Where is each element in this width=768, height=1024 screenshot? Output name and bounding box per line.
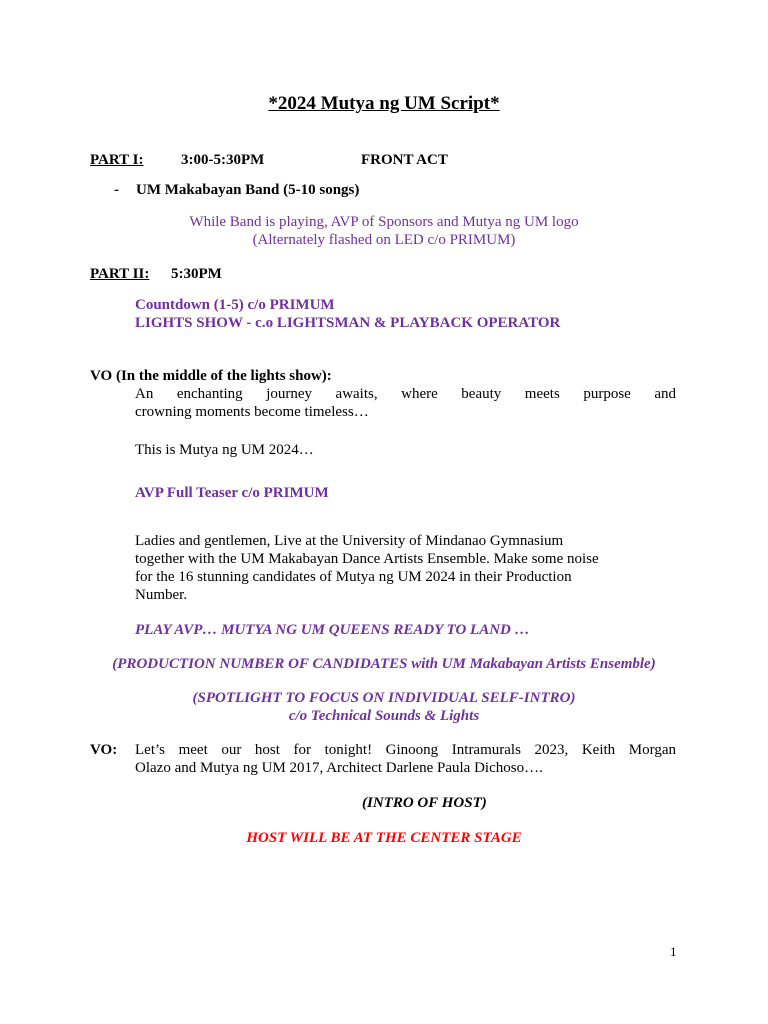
part2-label: PART II: [90,266,150,282]
host-center-stage-line: HOST WILL BE AT THE CENTER STAGE [246,830,522,846]
intro-line-1: Ladies and gentlemen, Live at the University of Mindanao Gymnasium [135,533,564,549]
part1-act: FRONT ACT [361,152,448,168]
vo1-line-2: crowning moments become timeless… [135,404,369,420]
band-bullet: - [114,182,119,198]
part1-time: 3:00-5:30PM [181,152,265,168]
band-line: UM Makabayan Band (5-10 songs) [136,182,360,198]
vo1-line-1: An enchanting journey awaits, where beauty meets purpose and [135,386,676,402]
document-title [0,93,768,115]
countdown-line: Countdown (1-5) c/o PRIMUM [135,297,335,313]
vo1-line-3: This is Mutya ng UM 2024… [135,442,314,458]
play-avp-line: PLAY AVP… MUTYA NG UM QUEENS READY TO LAND … [135,622,530,638]
intro-line-4: Number. [135,587,188,603]
vo2-line-1: Let’s meet our host for tonight! Ginoong Intramurals 2023, Keith Morgan [135,742,676,758]
intro-line-3: for the 16 stunning candidates of Mutya ng UM 2024 in their Production [135,569,572,585]
vo1-heading: VO (In the middle of the lights show): [90,368,332,384]
vo2-label: VO: [90,742,118,758]
vo2-line-2: Olazo and Mutya ng UM 2017, Architect Darlene Paula Dichoso…. [135,760,543,776]
spotlight-line-1: (SPOTLIGHT TO FOCUS ON INDIVIDUAL SELF-INTRO) [192,690,576,706]
part2-time: 5:30PM [171,266,222,282]
avp-teaser-line: AVP Full Teaser c/o PRIMUM [135,485,329,501]
page-number: 1 [670,944,677,959]
intro-host-line: (INTRO OF HOST) [362,795,487,811]
intro-line-2: together with the UM Makabayan Dance Artists Ensemble. Make some noise [135,551,599,567]
document-title-text: *2024 Mutya ng UM Script* [268,93,500,114]
production-number-line: (PRODUCTION NUMBER OF CANDIDATES with UM Makabayan Artists Ensemble) [112,656,656,672]
band-note-2: (Alternately flashed on LED c/o PRIMUM) [252,232,516,248]
spotlight-line-2: c/o Technical Sounds & Lights [288,708,480,724]
lights-show-line: LIGHTS SHOW - c.o LIGHTSMAN & PLAYBACK OPERATOR [135,315,561,331]
part1-label: PART I: [90,152,144,168]
band-note-1: While Band is playing, AVP of Sponsors and Mutya ng UM logo [189,214,579,230]
